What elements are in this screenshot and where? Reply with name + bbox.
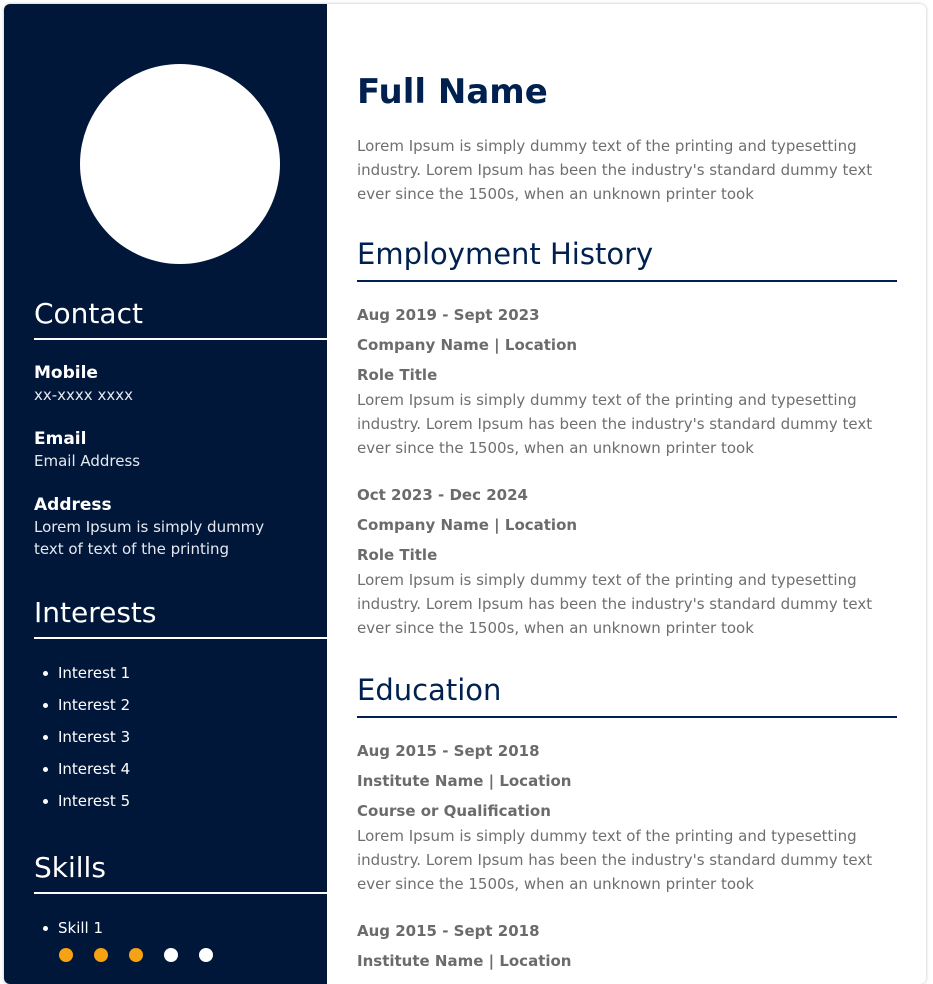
list-item: Interest 1 — [34, 657, 327, 689]
contact-item-mobile — [34, 362, 327, 406]
list-item: Interest 3 — [34, 721, 327, 753]
entry-qualification: Course or Qualification — [357, 802, 551, 820]
interests-heading: Interests — [34, 595, 327, 639]
list-item: Skill 1 — [34, 912, 327, 944]
employment-entry — [357, 304, 897, 460]
education-section — [357, 672, 897, 972]
entry-dates: Aug 2019 - Sept 2023 — [357, 306, 540, 324]
entry-dates: Aug 2015 - Sept 2018 — [357, 742, 540, 760]
avatar — [80, 64, 280, 264]
contact-label: Address — [34, 495, 112, 515]
entry-dates: Aug 2015 - Sept 2018 — [357, 922, 540, 940]
contact-value: Email Address — [34, 452, 141, 470]
skills-list — [34, 912, 327, 944]
employment-section — [357, 236, 897, 640]
entry-dates: Oct 2023 - Dec 2024 — [357, 486, 528, 504]
skills-heading: Skills — [34, 850, 327, 894]
entry-role: Role Title — [357, 546, 438, 564]
contact-heading: Contact — [34, 296, 327, 340]
rating-dot-filled — [59, 948, 73, 962]
full-name: Full Name — [357, 72, 548, 112]
interests-list — [34, 657, 327, 817]
sidebar — [4, 4, 327, 984]
education-entry — [357, 740, 897, 896]
entry-description: Lorem Ipsum is simply dummy text of the printing and typesetting industry. Lorem Ipsum has been the industry's standard dummy text ever since the 1500s, when an unknown printer took — [357, 391, 873, 457]
contact-label: Mobile — [34, 363, 98, 383]
education-entry — [357, 920, 897, 972]
contact-label: Email — [34, 429, 87, 449]
employment-heading: Employment History — [357, 236, 897, 282]
list-item: Interest 5 — [34, 785, 327, 817]
entry-description: Lorem Ipsum is simply dummy text of the printing and typesetting industry. Lorem Ipsum has been the industry's standard dummy text ever since the 1500s, when an unknown printer took — [357, 827, 873, 893]
resume-page — [4, 4, 926, 984]
profile-summary: Lorem Ipsum is simply dummy text of the printing and typesetting industry. Lorem Ipsum has been the industry's standard dummy text ever since the 1500s, when an unknown printer took — [357, 137, 873, 203]
entry-institute: Institute Name | Location — [357, 772, 572, 790]
rating-dot-empty — [199, 948, 213, 962]
contact-value: Lorem Ipsum is simply dummy text of text of the printing — [34, 518, 265, 558]
interests-section — [34, 595, 327, 817]
contact-value: xx-xxxx xxxx — [34, 386, 133, 404]
education-heading: Education — [357, 672, 897, 718]
contact-item-email — [34, 428, 327, 472]
list-item: Interest 4 — [34, 753, 327, 785]
entry-company: Company Name | Location — [357, 336, 578, 354]
skill-rating — [59, 948, 327, 962]
entry-role: Role Title — [357, 366, 438, 384]
entry-institute: Institute Name | Location — [357, 952, 572, 970]
entry-description: Lorem Ipsum is simply dummy text of the printing and typesetting industry. Lorem Ipsum has been the industry's standard dummy text ever since the 1500s, when an unknown printer took — [357, 571, 873, 637]
rating-dot-filled — [129, 948, 143, 962]
rating-dot-empty — [164, 948, 178, 962]
skills-section — [34, 850, 327, 962]
employment-entry — [357, 484, 897, 640]
entry-company: Company Name | Location — [357, 516, 578, 534]
rating-dot-filled — [94, 948, 108, 962]
contact-section — [34, 296, 327, 560]
list-item: Interest 2 — [34, 689, 327, 721]
contact-item-address — [34, 494, 327, 560]
